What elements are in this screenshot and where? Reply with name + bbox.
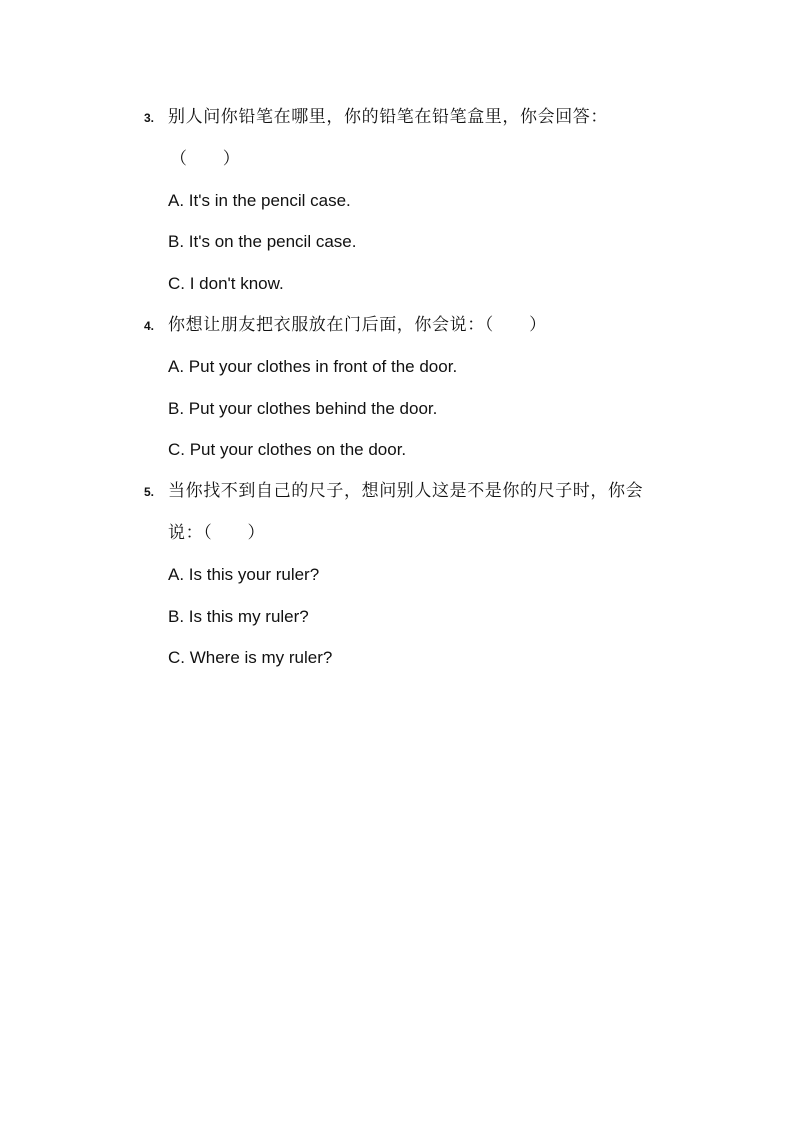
option-c: C. I don't know. xyxy=(168,274,284,293)
option-a: A. Is this your ruler? xyxy=(168,565,320,584)
option-b: B. It's on the pencil case. xyxy=(168,232,357,251)
option-b: B. Put your clothes behind the door. xyxy=(168,399,438,418)
question-stem: 你想让朋友把衣服放在门后面，你会说：（ ） xyxy=(168,315,547,334)
option-a: A. It's in the pencil case. xyxy=(168,191,351,210)
question-number: 3. xyxy=(144,111,155,125)
option-c: C. Put your clothes on the door. xyxy=(168,440,407,459)
answer-blank: （ ） xyxy=(170,149,241,168)
question-stem: 别人问你铅笔在哪里，你的铅笔在铅笔盒里，你会回答： xyxy=(168,107,608,126)
question-stem-continued: 说：（ ） xyxy=(168,523,266,542)
question-number: 5. xyxy=(144,485,155,499)
option-c: C. Where is my ruler? xyxy=(168,648,333,667)
option-a: A. Put your clothes in front of the door. xyxy=(168,357,458,376)
option-b: B. Is this my ruler? xyxy=(168,607,309,626)
question-number: 4. xyxy=(144,319,155,333)
question-stem: 当你找不到自己的尺子，想问别人这是不是你的尺子时，你会 xyxy=(168,481,644,500)
